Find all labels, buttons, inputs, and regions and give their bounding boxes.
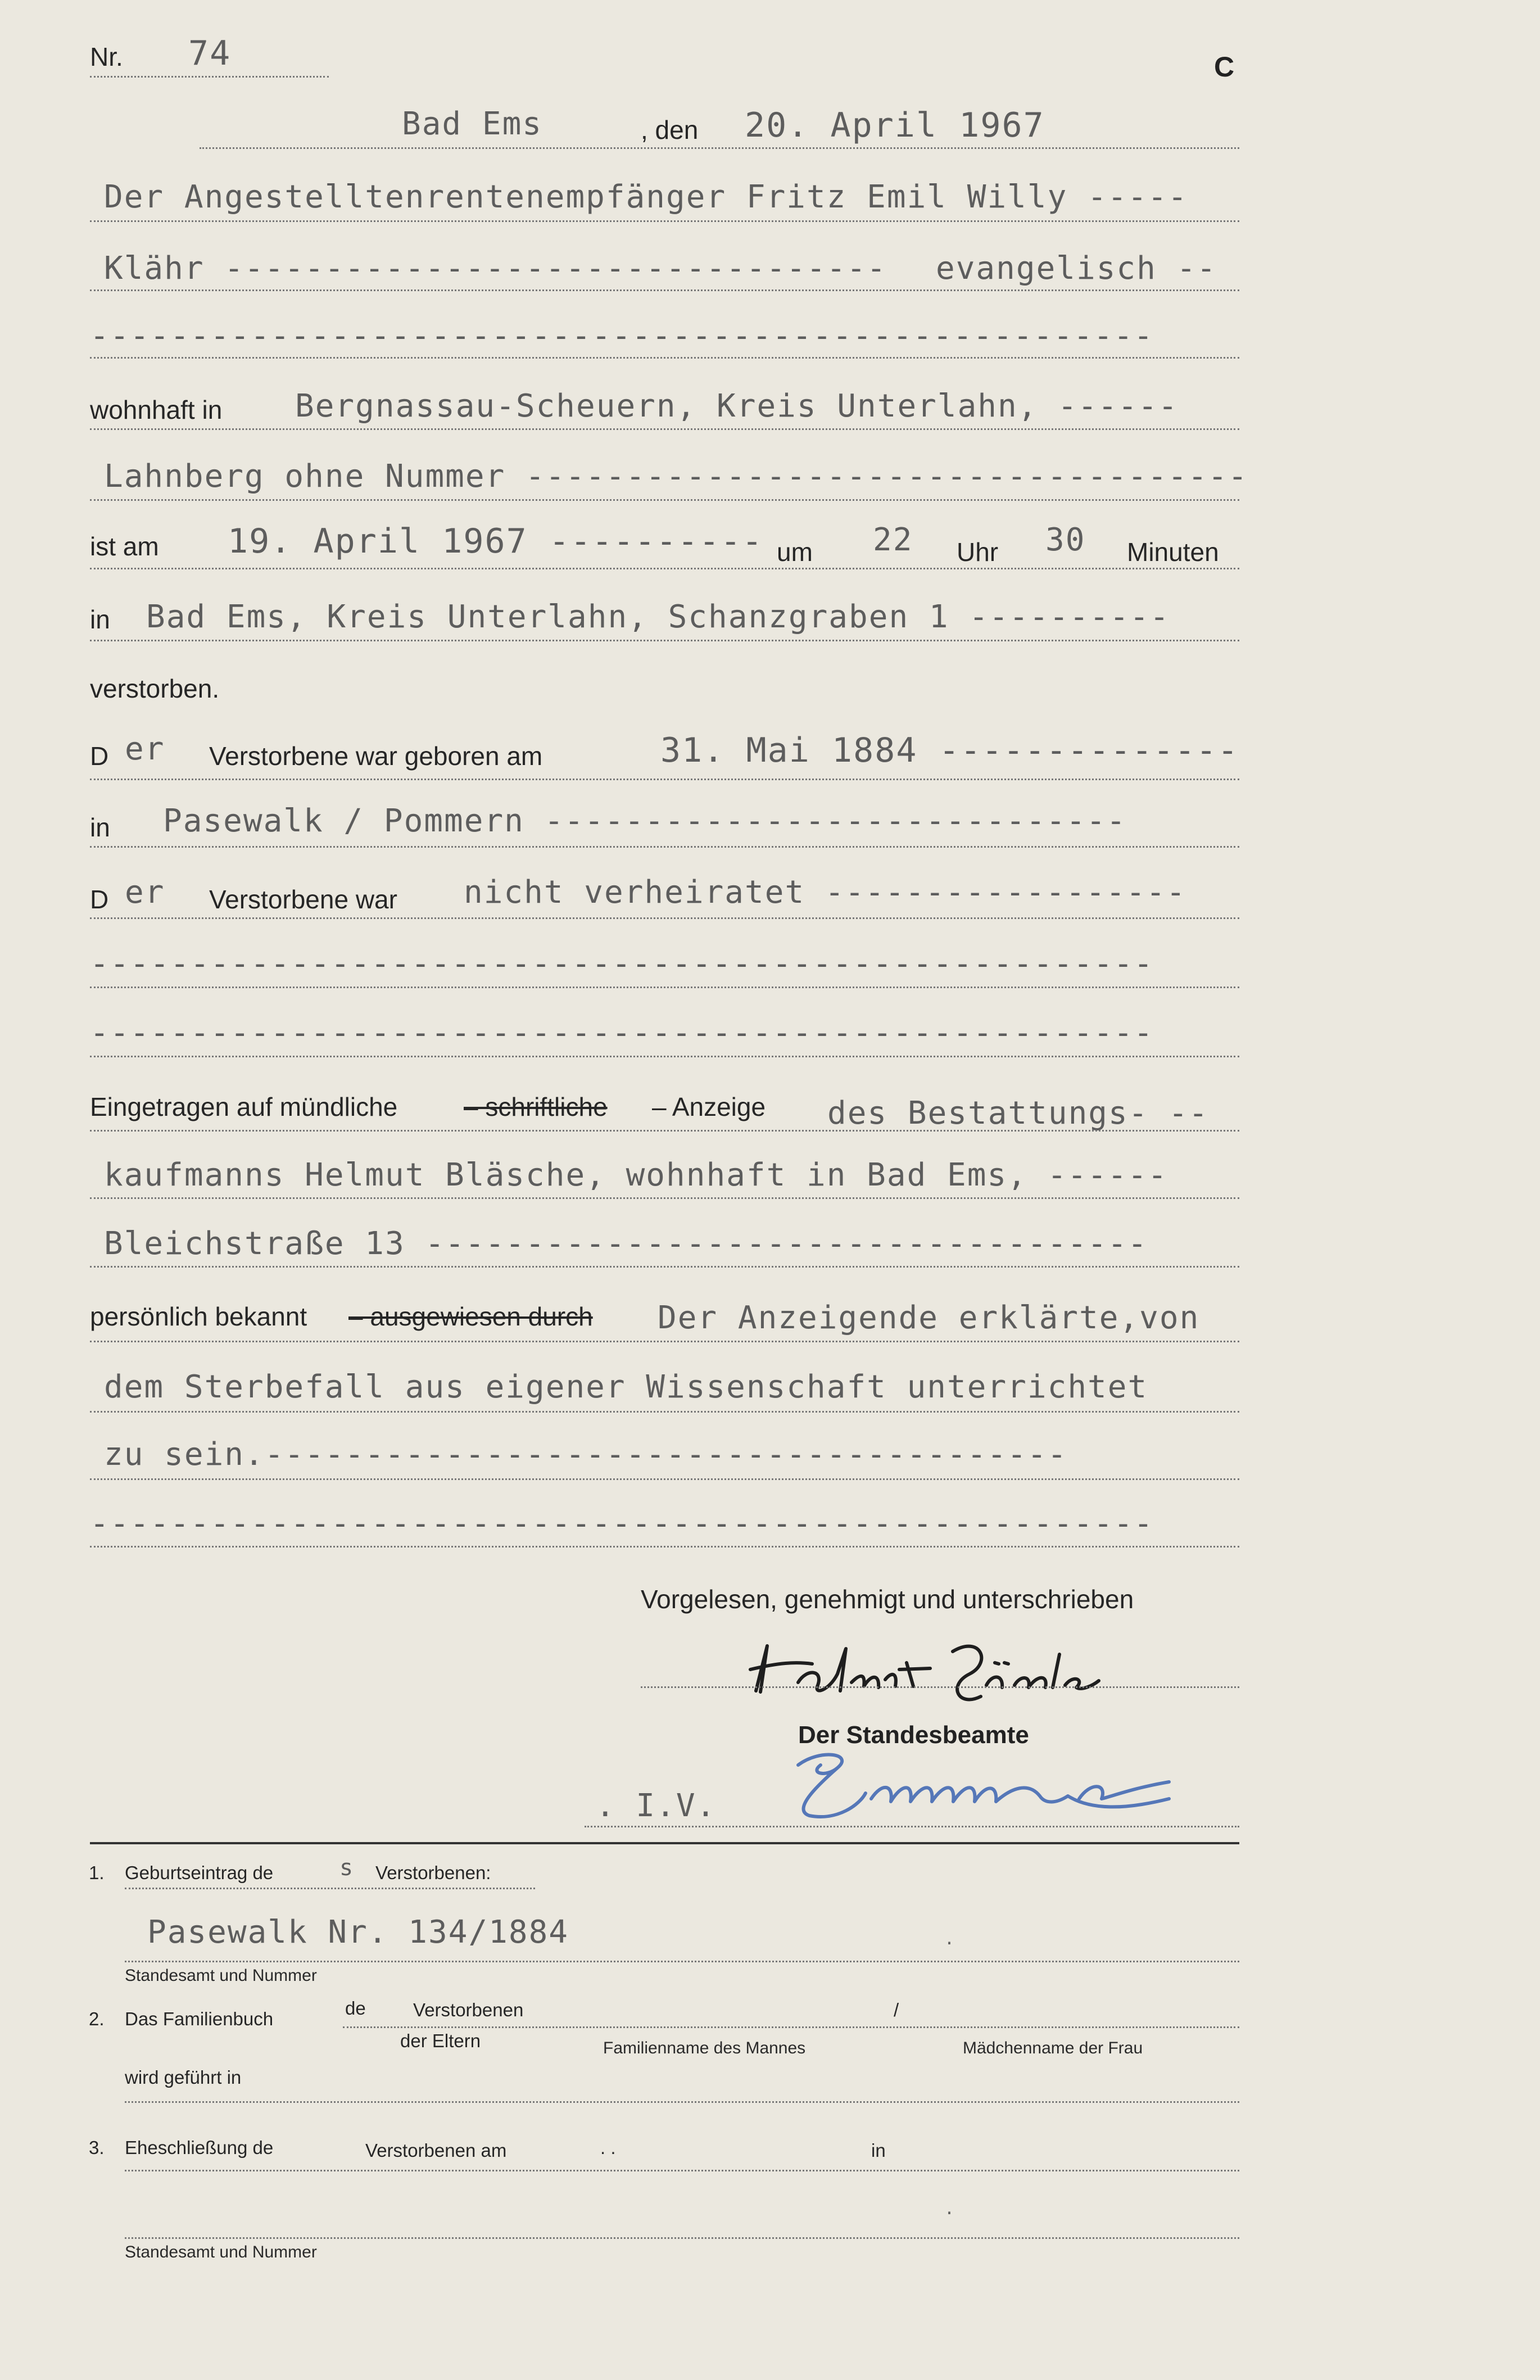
dotted-rule xyxy=(125,1888,535,1889)
official-signature xyxy=(776,1743,1192,1827)
dotted-rule xyxy=(125,2101,1239,2103)
nr-underline xyxy=(90,76,329,78)
nr-value: 74 xyxy=(188,34,232,73)
residence-line-2: Lahnberg ohne Nummer ------------------------------------ xyxy=(104,458,1248,495)
marital-label: Verstorbene war xyxy=(209,885,397,914)
uhr-label: Uhr xyxy=(957,537,999,567)
known-label: persönlich bekannt xyxy=(90,1302,307,1331)
report-label-suffix: – Anzeige xyxy=(652,1092,766,1121)
dotted-rule xyxy=(585,1826,1239,1827)
death-minute: 30 xyxy=(1045,522,1086,558)
residence-label: wohnhaft in xyxy=(90,395,223,424)
marital-line-2: ----------------------------------------------------- xyxy=(90,945,1154,982)
item3-dot: . xyxy=(944,2199,955,2219)
dotted-rule xyxy=(90,289,1239,291)
known-line-4: ----------------------------------------------------- xyxy=(90,1505,1154,1542)
dotted-rule xyxy=(125,1961,1239,1962)
birth-place-label: in xyxy=(90,813,110,842)
informant-signature xyxy=(745,1629,1104,1713)
known-line-1: Der Anzeigende erklärte,von xyxy=(658,1300,1200,1336)
corner-letter: C xyxy=(1214,51,1235,83)
date-underline xyxy=(200,147,1239,149)
dotted-rule xyxy=(90,1411,1239,1413)
person-surname-line: Klähr --------------------------------- xyxy=(104,250,887,287)
item1-s: s xyxy=(339,1855,354,1881)
residence-line-1: Bergnassau-Scheuern, Kreis Unterlahn, ------ xyxy=(295,388,1179,424)
birth-date: 31. Mai 1884 -------------- xyxy=(660,731,1239,770)
item3-dots: . . xyxy=(600,2137,616,2158)
item1-label: Geburtseintrag de xyxy=(125,1862,274,1883)
item2-caption-husband: Familienname des Mannes xyxy=(603,2039,806,2057)
item3-in: in xyxy=(871,2140,886,2161)
item3-number: 3. xyxy=(89,2137,105,2158)
den-label: , den xyxy=(641,115,699,144)
nr-label: Nr. xyxy=(90,42,123,71)
item2-caption-wife: Mädchenname der Frau xyxy=(963,2039,1143,2057)
death-hour: 22 xyxy=(873,522,913,558)
known-line-3: zu sein.---------------------------------------- xyxy=(104,1436,1068,1473)
dotted-rule xyxy=(90,779,1239,780)
item1-label2: Verstorbenen: xyxy=(375,1862,491,1883)
dotted-rule xyxy=(125,2170,1239,2171)
dotted-rule xyxy=(90,846,1239,848)
dotted-rule xyxy=(90,917,1239,919)
registration-place: Bad Ems xyxy=(402,106,543,142)
birth-place: Pasewalk / Pommern ----------------------------- xyxy=(163,803,1127,839)
marital-er: er xyxy=(125,874,165,911)
item2-eltern: der Eltern xyxy=(400,2030,481,2051)
item2-number: 2. xyxy=(89,2008,105,2029)
item3-label: Eheschließung de xyxy=(125,2137,274,2158)
dotted-rule xyxy=(125,2237,1239,2239)
informant-signature-text: Helmut Bläsche xyxy=(745,1629,749,1630)
dotted-rule xyxy=(90,1546,1239,1548)
marital-value: nicht verheiratet ------------------ xyxy=(464,874,1186,911)
item1-caption: Standesamt und Nummer xyxy=(125,1966,317,1985)
registration-date: 20. April 1967 xyxy=(745,106,1045,145)
death-place: Bad Ems, Kreis Unterlahn, Schanzgraben 1 ---------- xyxy=(146,599,1170,635)
dotted-rule xyxy=(90,1478,1239,1480)
death-place-label: in xyxy=(90,605,110,634)
dotted-rule xyxy=(90,1197,1239,1199)
birth-label: Verstorbene war geboren am xyxy=(209,741,543,771)
dotted-rule xyxy=(90,428,1239,430)
verstorben-label: verstorben. xyxy=(90,674,220,703)
known-struck-option: – ausgewiesen durch xyxy=(348,1302,593,1331)
item2-slash: / xyxy=(894,1999,899,2020)
dotted-rule xyxy=(90,1341,1239,1342)
dotted-rule xyxy=(343,2026,1239,2028)
official-title: Der Standesbeamte xyxy=(798,1721,1029,1749)
dotted-rule xyxy=(90,357,1239,359)
section-divider xyxy=(90,1842,1239,1844)
dotted-rule xyxy=(90,1130,1239,1132)
dotted-rule xyxy=(90,640,1239,641)
report-label-prefix: Eingetragen auf mündliche xyxy=(90,1092,398,1121)
minuten-label: Minuten xyxy=(1127,537,1219,567)
dotted-rule xyxy=(90,568,1239,569)
dotted-rule xyxy=(90,1056,1239,1057)
dotted-rule xyxy=(90,220,1239,222)
dotted-rule xyxy=(90,987,1239,988)
report-line-2: kaufmanns Helmut Bläsche, wohnhaft in Bad Ems, ------ xyxy=(104,1157,1168,1193)
birth-er: er xyxy=(125,731,165,767)
known-line-2: dem Sterbefall aus eigener Wissenschaft unterrichtet xyxy=(104,1369,1148,1405)
person-line-3: ----------------------------------------------------- xyxy=(90,318,1154,354)
person-line-1: Der Angestelltenrentenempfänger Fritz Emil Willy ----- xyxy=(104,179,1188,215)
report-struck-option: – schriftliche xyxy=(464,1092,608,1121)
report-line-1: des Bestattungs- -- xyxy=(827,1095,1209,1132)
item1-dot: . xyxy=(944,1929,955,1949)
item1-number: 1. xyxy=(89,1862,105,1883)
birth-d-label: D xyxy=(90,741,109,771)
item2-label2: wird geführt in xyxy=(125,2067,242,2088)
item2-de: de xyxy=(345,1998,366,2019)
item3-caption: Standesamt und Nummer xyxy=(125,2243,317,2261)
dotted-rule xyxy=(90,499,1239,501)
marital-line-3: ----------------------------------------------------- xyxy=(90,1015,1154,1051)
iv-label: . I.V. xyxy=(596,1788,717,1824)
death-date-label: ist am xyxy=(90,532,159,561)
marital-d-label: D xyxy=(90,885,109,914)
report-line-3: Bleichstraße 13 ------------------------------------ xyxy=(104,1225,1148,1262)
death-date: 19. April 1967 ---------- xyxy=(228,522,764,561)
person-religion: evangelisch -- xyxy=(936,250,1217,287)
item3-label2: Verstorbenen am xyxy=(365,2140,507,2161)
dotted-rule xyxy=(90,1266,1239,1268)
item2-label: Das Familienbuch xyxy=(125,2008,274,2029)
um-label: um xyxy=(777,537,813,567)
item1-value: Pasewalk Nr. 134/1884 xyxy=(147,1914,569,1951)
closing-statement: Vorgelesen, genehmigt und unterschrieben xyxy=(641,1585,1134,1614)
item2-verstorbenen: Verstorbenen xyxy=(413,1999,524,2020)
dotted-rule xyxy=(641,1686,1239,1688)
